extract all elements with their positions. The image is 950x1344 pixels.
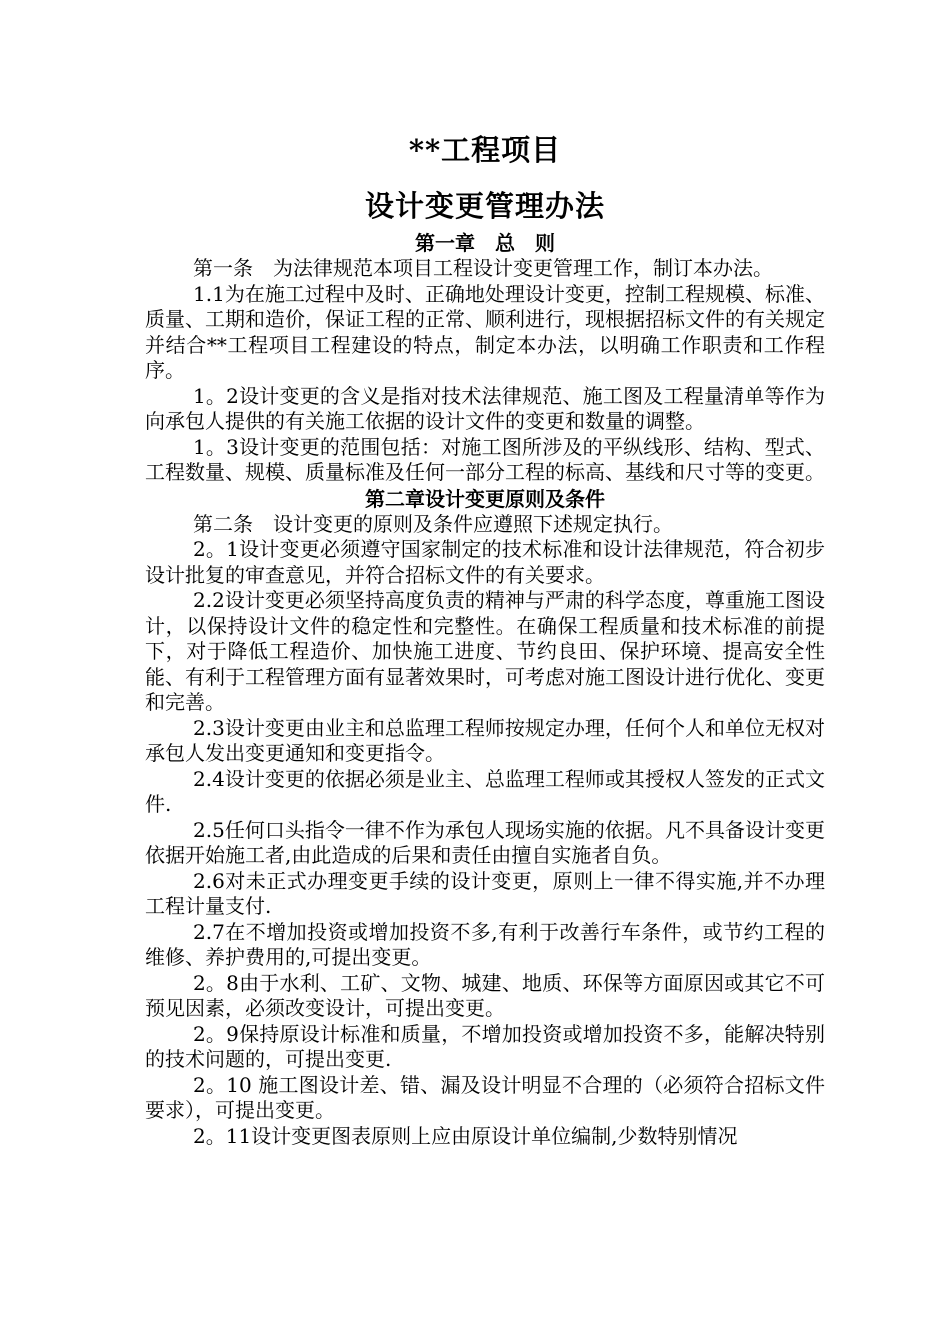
clause-2-4: 2.4设计变更的依据必须是业主、总监理工程师或其授权人签发的正式文件. [145,766,825,816]
clause-2-6: 2.6对未正式办理变更手续的设计变更，原则上一律不得实施,并不办理工程计量支付. [145,868,825,918]
clause-1-1: 1.1为在施工过程中及时、正确地处理设计变更，控制工程规模、标准、质量、工期和造价，保证工程的正常、顺利进行，现根据招标文件的有关规定并结合**工程项目工程建设的特点，制定本办法，以明确工作职责和工作程序。 [145,281,825,382]
clause-2-1: 2。1设计变更必须遵守国家制定的技术标准和设计法律规范，符合初步设计批复的审查意见，并符合招标文件的有关要求。 [145,537,825,587]
clause-2-9: 2。9保持原设计标准和质量，不增加投资或增加投资不多，能解决特别的技术问题的，可提出变更. [145,1021,825,1071]
clause-2-11: 2。11设计变更图表原则上应由原设计单位编制,少数特别情况 [193,1123,738,1148]
clause-1-2: 1。2设计变更的含义是指对技术法律规范、施工图及工程量清单等作为向承包人提供的有关施工依据的设计文件的变更和数量的调整。 [145,383,825,433]
clause-2-8: 2。8由于水利、工矿、文物、城建、地质、环保等方面原因或其它不可预见因素，必须改变设计，可提出变更。 [145,970,825,1020]
chapter1-heading: 第一章 总 则 [415,231,555,255]
article-1: 第一条 为法律规范本项目工程设计变更管理工作，制订本办法。 [193,256,773,280]
clause-2-10: 2。10 施工图设计差、错、漏及设计明显不合理的（必须符合招标文件要求），可提出变更。 [145,1072,825,1122]
document-page [145,128,825,1149]
clause-2-3: 2.3设计变更由业主和总监理工程师按规定办理，任何个人和单位无权对承包人发出变更通知和变更指令。 [145,715,825,765]
document-title-line2: 设计变更管理办法 [364,189,605,223]
document-title-line1: **工程项目 [408,133,562,167]
article-2: 第二条 设计变更的原则及条件应遵照下述规定执行。 [193,511,673,536]
clause-2-7: 2.7在不增加投资或增加投资不多,有利于改善行车条件，或节约工程的维修、养护费用的,可提出变更。 [145,919,825,969]
chapter2-heading: 第二章设计变更原则及条件 [365,486,605,511]
clause-1-3: 1。3设计变更的范围包括：对施工图所涉及的平纵线形、结构、型式、工程数量、规模、质量标准及任何一部分工程的标高、基线和尺寸等的变更。 [145,434,825,484]
clause-2-5: 2.5任何口头指令一律不作为承包人现场实施的依据。凡不具备设计变更依据开始施工者,由此造成的后果和责任由擅自实施者自负。 [145,817,825,867]
clause-2-2: 2.2设计变更必须坚持高度负责的精神与严肃的科学态度，尊重施工图设计，以保持设计文件的稳定性和完整性。在确保工程质量和技术标准的前提下，对于降低工程造价、加快施工进度、节约良田、保护环境、提高安全性能、有利于工程管理方面有显著效果时，可考虑对施工图设计进行优化、变更和完善。 [145,588,825,714]
